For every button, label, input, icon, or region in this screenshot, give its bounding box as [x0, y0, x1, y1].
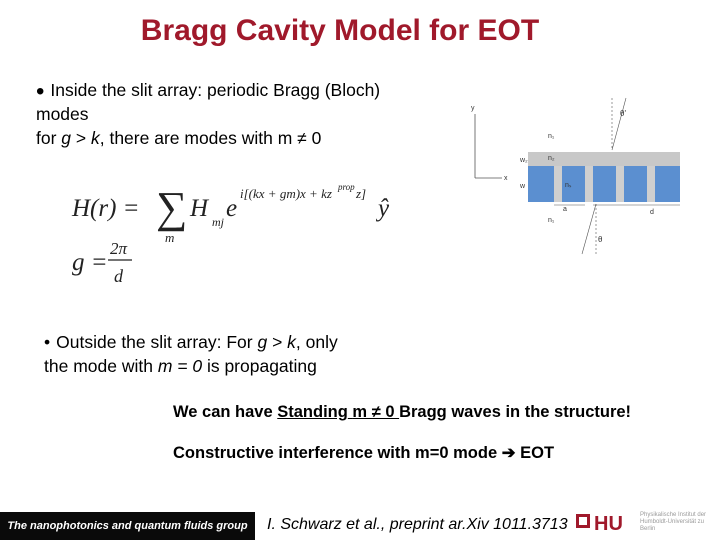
bullet1-line2: modes	[36, 104, 89, 124]
bullet2-line1: • Outside the slit array: For g > k, only	[44, 332, 338, 352]
bullet-dot-icon: •	[44, 332, 51, 352]
bloch-mode-equation	[66, 172, 406, 292]
a-label: a	[563, 206, 567, 213]
hu-logo	[574, 508, 638, 538]
eq-exp-end: z]	[356, 186, 367, 201]
transmitted-ray	[582, 204, 596, 254]
bullet2-line2: the mode with m = 0 is propagating	[44, 356, 317, 376]
group-label: The nanophotonics and quantum fluids group	[7, 520, 248, 532]
slit-2	[585, 166, 593, 202]
d-label: d	[650, 209, 654, 216]
citation: I. Schwarz et al., preprint ar.Xiv 1011.3713	[267, 516, 568, 533]
eq-prop: prop	[338, 182, 355, 192]
conclusion-standing-waves: We can have Standing m ≠ 0 Bragg waves in the structure!	[173, 403, 632, 421]
logo-text: HU	[594, 513, 623, 535]
theta-prime-label: θ'	[620, 109, 626, 118]
eq-subscript: mj	[212, 215, 224, 229]
conclusion-eot: Constructive interference with m=0 mode ➔ EOT	[173, 444, 555, 462]
x-axis-label: x	[504, 175, 508, 182]
grating-slab	[528, 166, 680, 202]
y-axis-label: y	[471, 105, 475, 112]
bullet1-line3: for g > k, there are modes with m ≠ 0	[36, 128, 322, 148]
incident-ray	[612, 98, 626, 150]
bullet-dot-icon: •	[36, 78, 45, 105]
bullet-inside-slit	[36, 78, 380, 150]
slit-4	[647, 166, 655, 202]
arrow-right-icon: ➔	[501, 444, 516, 462]
n2-label: n₂	[548, 155, 555, 162]
eq-e: e	[226, 195, 238, 222]
eq-frac-num: 2π	[110, 239, 128, 258]
eq-exponent: i[(kx + gm)x + kz	[240, 186, 332, 201]
w2-label: w₂	[520, 157, 528, 164]
slit-1	[554, 166, 562, 202]
n1-bottom-label: n₁	[548, 217, 555, 224]
logo-seal-inner	[579, 517, 587, 525]
bullet-outside-slit	[44, 330, 338, 378]
w-label: w	[520, 183, 526, 190]
theta-label: θ	[598, 235, 603, 244]
slit-3	[616, 166, 624, 202]
ns-label: nₛ	[565, 182, 572, 189]
eq-yhat: ŷ	[378, 195, 390, 222]
eq-g: g =	[72, 249, 108, 276]
n1-top-label: n₁	[548, 133, 555, 140]
eq-sum-index: m	[165, 230, 175, 245]
logo-subtext: Physikalische Institut der Humboldt-Universität zu Berlin	[640, 512, 707, 532]
bullet1-line1: Inside the slit array: periodic Bragg (Bloch)	[50, 80, 381, 100]
eq-sigma: ∑	[156, 183, 188, 232]
eq-H: H	[190, 195, 209, 222]
eq-lhs: H(r) =	[72, 195, 140, 222]
eq-frac-den: d	[114, 266, 123, 286]
slide-title: Bragg Cavity Model for EOT	[140, 14, 540, 47]
bragg-slit-diagram	[462, 94, 700, 266]
